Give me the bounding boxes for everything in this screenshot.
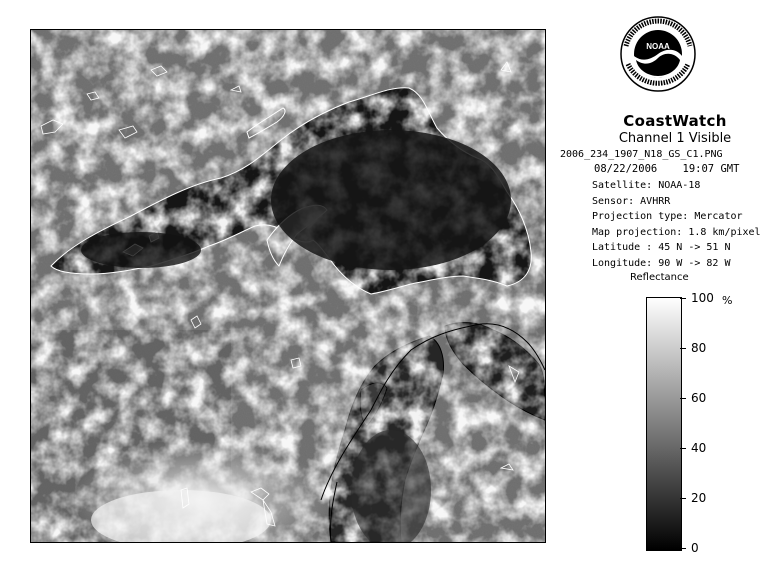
tick-mark-100 (680, 298, 686, 299)
tick-mark-0 (680, 548, 686, 549)
tick-label-0: 0 (691, 541, 699, 555)
tick-label-100: 100 (691, 291, 714, 305)
noaa-logo (620, 16, 696, 92)
longitude-line: Longitude: 90 W -> 82 W (592, 257, 731, 269)
latitude-line: Latitude : 45 N -> 51 N (592, 242, 731, 254)
file-name: 2006_234_1907_N18_GS_C1.PNG (560, 149, 723, 160)
satellite-image (30, 29, 546, 543)
tick-label-40: 40 (691, 441, 707, 455)
tick-mark-60 (680, 398, 686, 399)
reflectance-colorbar (646, 297, 682, 551)
tick-mark-80 (680, 348, 686, 349)
date-time (560, 163, 770, 175)
tick-label-80: 80 (691, 341, 707, 355)
noaa-logo-graphic (620, 16, 696, 92)
product-title: CoastWatch (623, 112, 727, 130)
noaa-logo-text: NOAA (646, 42, 670, 51)
tick-label-60: 60 (691, 391, 707, 405)
date-value: 08/22/2006 (594, 163, 658, 175)
clear-patch-west (81, 232, 201, 268)
product-info (560, 112, 770, 272)
clear-patch-lake (271, 130, 511, 270)
map-projection-line: Map projection: 1.8 km/pixel (592, 226, 761, 238)
time-value: 19:07 GMT (682, 163, 740, 175)
channel-label: Channel 1 Visible (618, 131, 732, 146)
legend-title: Reflectance (630, 272, 689, 283)
projection-type-line: Projection type: Mercator (592, 211, 743, 223)
tick-label-20: 20 (691, 491, 707, 505)
tick-mark-20 (680, 498, 686, 499)
legend-unit: % (722, 294, 733, 307)
sensor-line: Sensor: AVHRR (592, 195, 671, 207)
satellite-line: Satellite: NOAA-18 (592, 180, 701, 191)
map-canvas (31, 30, 545, 542)
tick-mark-40 (680, 448, 686, 449)
metadata-list (560, 178, 770, 272)
